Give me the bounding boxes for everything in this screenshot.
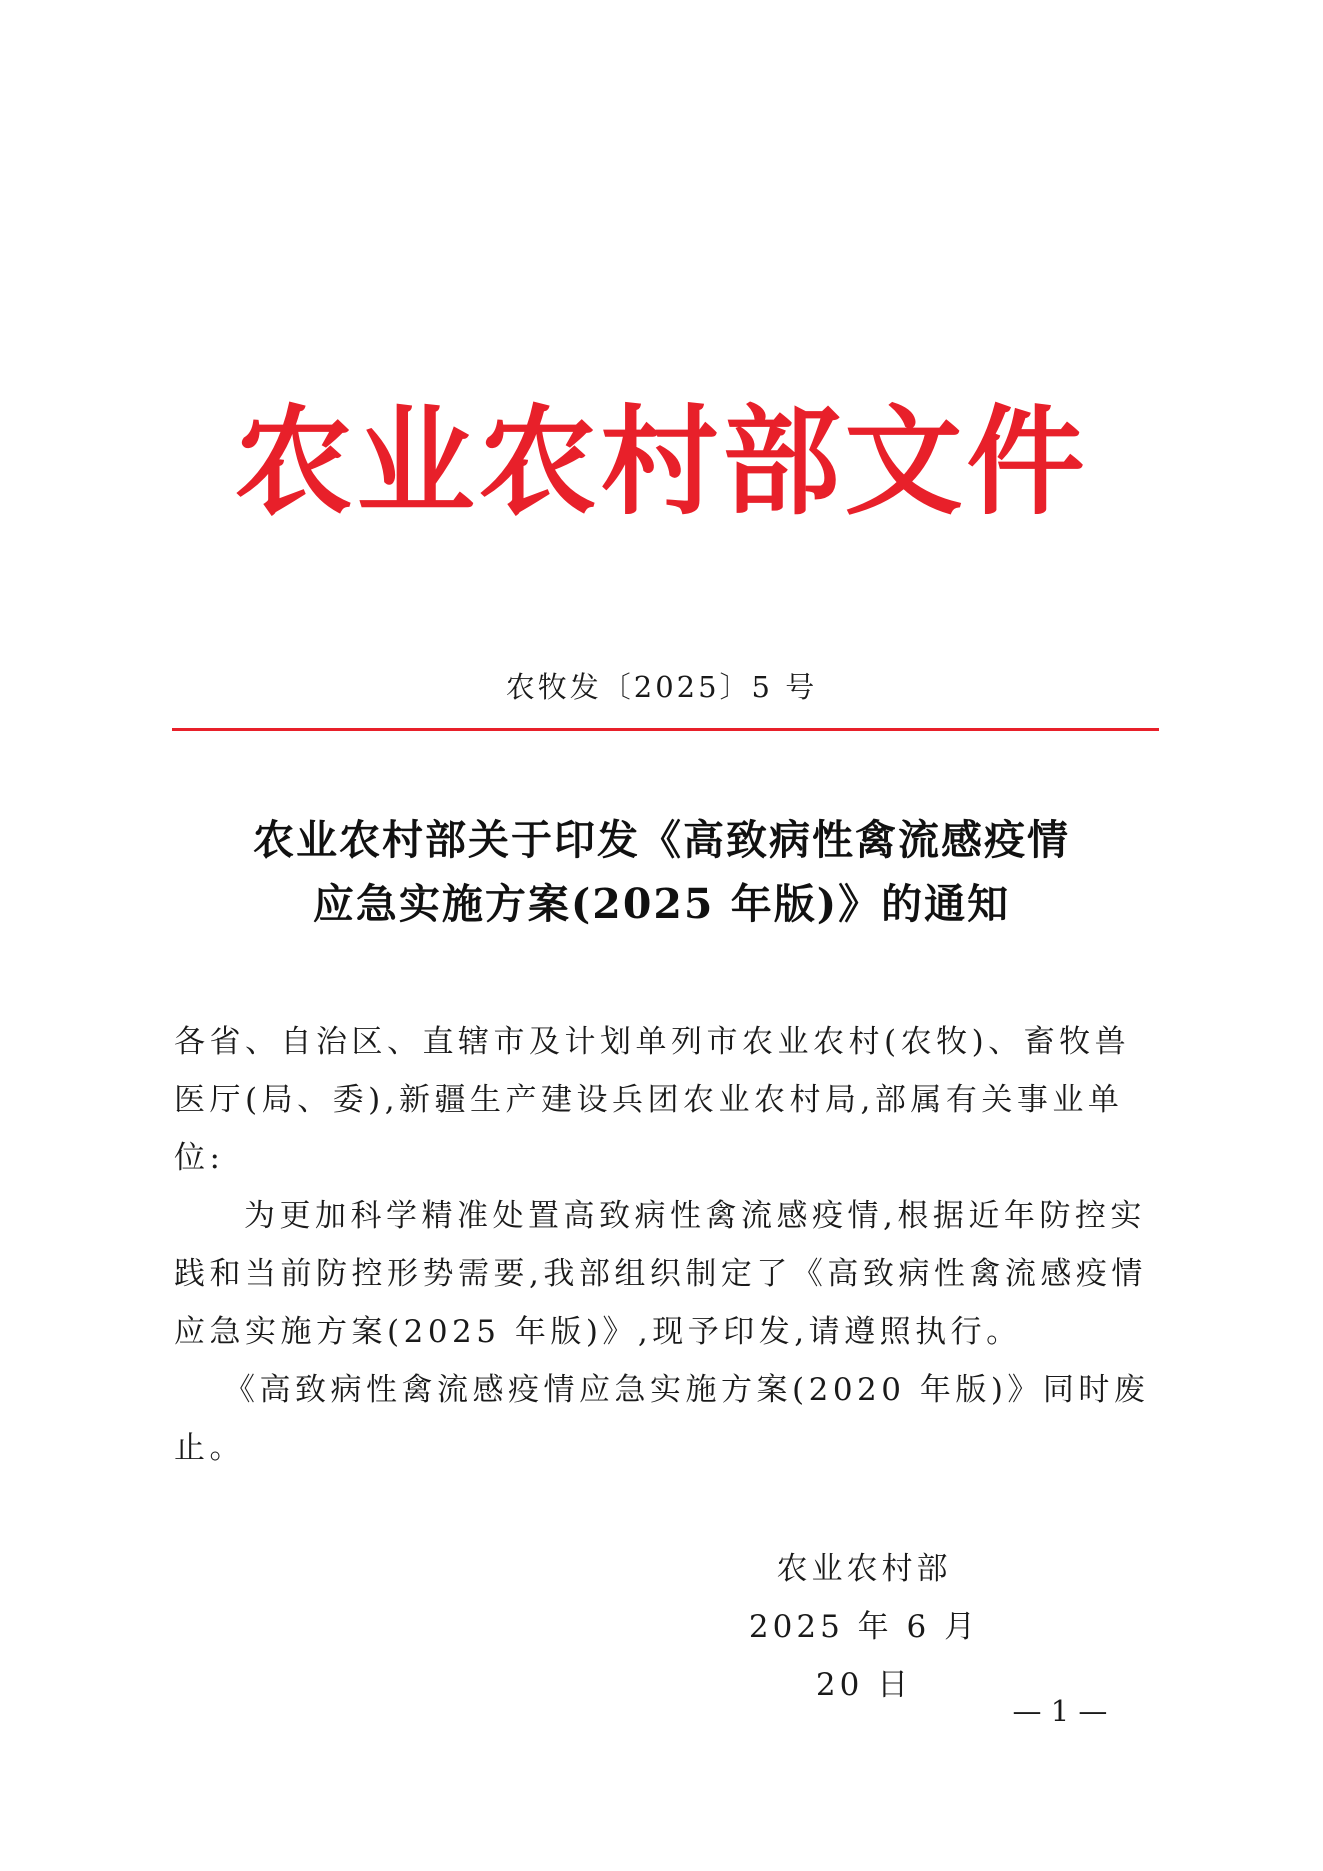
issuer-banner: 农业农村部文件 [234, 392, 1089, 531]
document-title-line-2: 应急实施方案(2025 年版)》的通知 [312, 880, 1011, 928]
signature-date: 2025 年 6 月 20 日 [748, 1609, 980, 1703]
red-divider-line [172, 728, 1159, 731]
document-title [0, 808, 1323, 936]
body-paragraph-1: 为更加科学精准处置高致病性禽流感疫情,根据近年防控实践和当前防控形势需要,我部组织制定了《高致病性禽流感疫情应急实施方案(2025 年版)》,现予印发,请遵照执行。 [174, 1198, 1147, 1350]
page-number: — 1 — [1012, 1694, 1108, 1728]
body-paragraph-2: 《高致病性禽流感疫情应急实施方案(2020 年版)》同时废止。 [174, 1372, 1150, 1466]
salutation: 各省、自治区、直辖市及计划单列市农业农村(农牧)、畜牧兽医厅(局、委),新疆生产建设兵团农业农村局,部属有关事业单位: [174, 1024, 1131, 1176]
signature-block [744, 1540, 984, 1714]
document-number: 农牧发〔2025〕5 号 [505, 670, 818, 704]
document-body [174, 1013, 1158, 1477]
document-title-line-1: 农业农村部关于印发《高致病性禽流感疫情 [253, 816, 1070, 864]
signature-issuer: 农业农村部 [776, 1551, 952, 1587]
